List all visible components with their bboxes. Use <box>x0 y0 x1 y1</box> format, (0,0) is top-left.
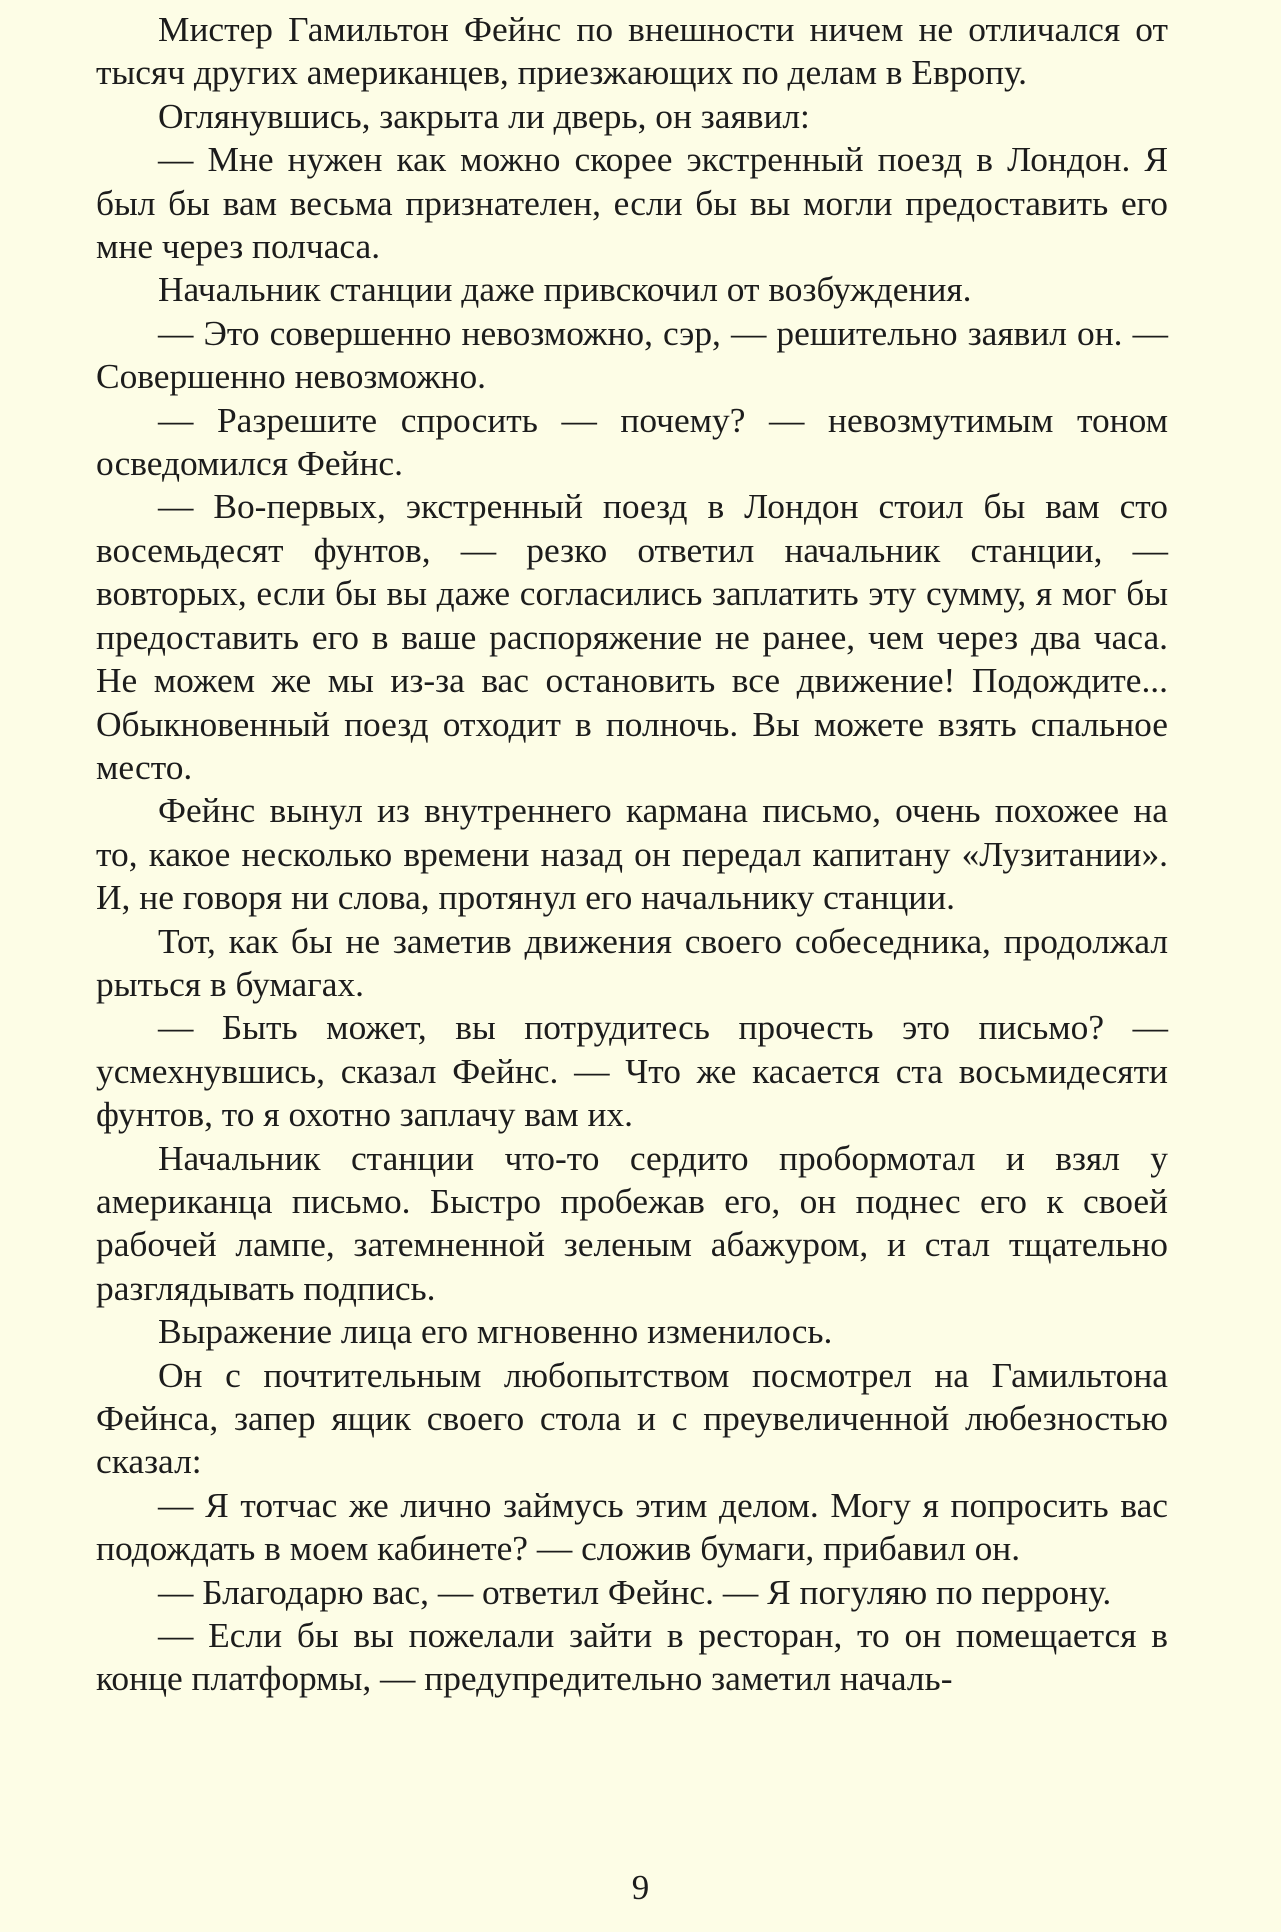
paragraph: — Мне нужен как можно скорее экстренный поезд в Лондон. Я был бы вам весьма признателен, если бы вы могли предоставить его мне через полчаса. <box>96 139 1168 267</box>
paragraph: Фейнс вынул из внутреннего кармана письмо, очень похожее на то, какое несколько времени назад он передал капитану «Лузитании». И, не говоря ни слова, протянул его начальнику станции. <box>96 790 1168 918</box>
paragraph: — Во-первых, экстренный поезд в Лондон стоил бы вам сто восемьдесят фунтов, — резко ответил начальник станции, — вовторых, если бы вы даже согласились заплатить эту сумму, я мог бы предоставить его в ваше распоряжение не ранее, чем через два часа. Не можем же мы из-за вас остановить все движение! Подождите... Обыкновенный поезд отходит в полночь. Вы можете взять спальное место. <box>96 486 1168 787</box>
paragraph: Начальник станции что-то сердито пробормотал и взял у американца письмо. Быстро пробежав его, он поднес его к своей рабочей лампе, затемненной зеленым абажуром, и стал тщательно разглядывать подпись. <box>96 1137 1168 1308</box>
paragraph: Тот, как бы не заметив движения своего собеседника, продолжал рыться в бумагах. <box>96 920 1168 1004</box>
paragraph: — Я тотчас же лично займусь этим делом. Могу я попросить вас подождать в моем кабинете? — сложив бумаги, прибавил он. <box>96 1484 1168 1569</box>
paragraph: Оглянувшись, закрыта ли дверь, он заявил: <box>158 95 810 136</box>
paragraph: Он с почтительным любопытством посмотрел на Гамильтона Фейнса, запер ящик своего стола и с преувеличенной любезностью сказал: <box>96 1354 1168 1482</box>
page-body-text <box>96 8 1168 1701</box>
paragraph: — Благодарю вас, — ответил Фейнс. — Я погуляю по перрону. <box>158 1571 1112 1612</box>
paragraph: Выражение лица его мгновенно изменилось. <box>158 1311 833 1352</box>
paragraph: Мистер Гамильтон Фейнс по внешности ничем не отличался от тысяч других американцев, приезжающих по делам в Европу. <box>96 9 1168 93</box>
paragraph: — Это совершенно невозможно, сэр, — решительно заявил он. — Совершенно невозможно. <box>96 312 1168 397</box>
page-number: 9 <box>631 1868 650 1907</box>
paragraph: — Быть может, вы потрудитесь прочесть это письмо? — усмехнувшись, сказал Фейнс. — Что же касается ста восьмидесяти фунтов, то я охотно заплачу вам их. <box>96 1007 1168 1135</box>
paragraph: — Если бы вы пожелали зайти в ресторан, то он помещается в конце платформы, — предупредительно заметил началь- <box>96 1615 1168 1699</box>
paragraph: — Разрешите спросить — почему? — невозмутимым тоном осведомился Фейнс. <box>96 399 1168 484</box>
paragraph: Начальник станции даже привскочил от возбуждения. <box>158 269 972 310</box>
